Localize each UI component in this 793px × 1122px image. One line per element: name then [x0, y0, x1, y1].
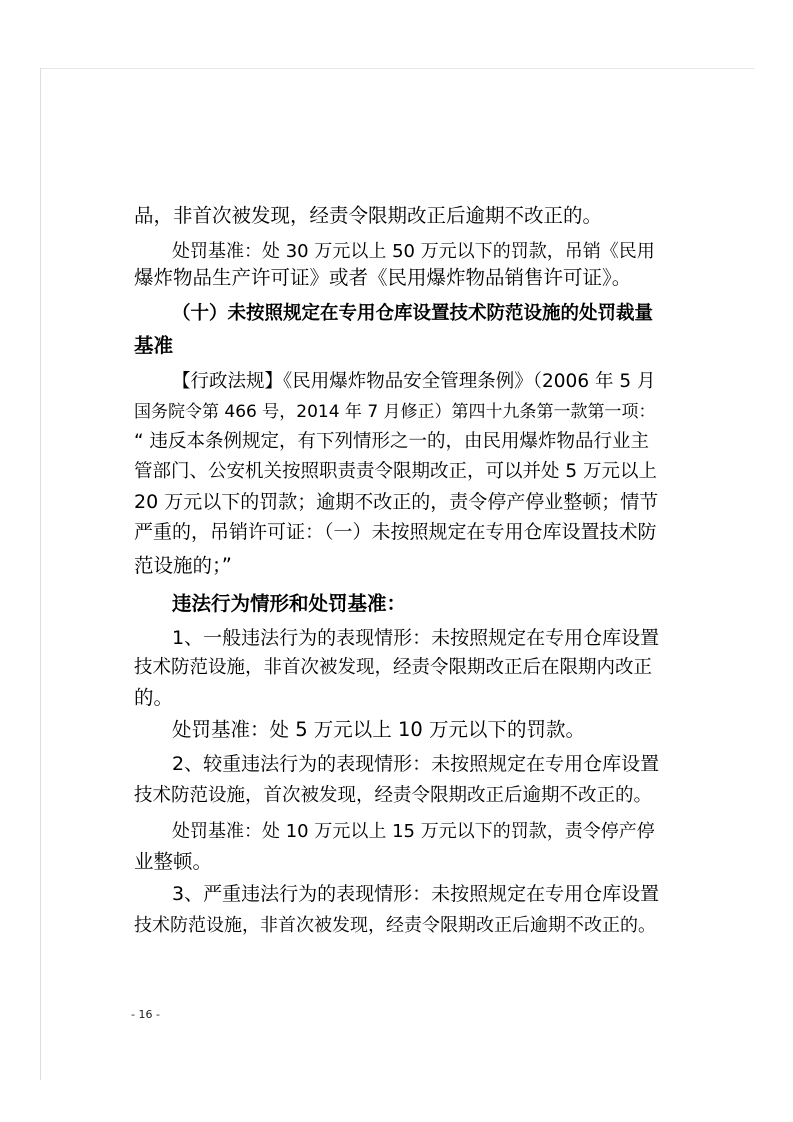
- paragraph-line: 1、一般违法行为的表现情形：未按照规定在专用仓库设置: [172, 627, 660, 649]
- paragraph-line: 范设施的；”: [134, 554, 232, 577]
- page-border-left: [40, 68, 41, 1080]
- paragraph-line: 处罚基准：处 5 万元以上 10 万元以下的罚款。: [172, 718, 586, 741]
- paragraph-line: 20 万元以下的罚款；逾期不改正的，责令停产停业整顿；情节: [134, 491, 659, 513]
- paragraph-line: 爆炸物品生产许可证》或者《民用爆炸物品销售许可证》。: [134, 266, 632, 289]
- paragraph-line: 3、严重违法行为的表现情形：未按照规定在专用仓库设置: [172, 883, 660, 905]
- paragraph-line: “ 违反本条例规定，有下列情形之一的，由民用爆炸物品行业主: [134, 431, 649, 452]
- paragraph-line: 业整顿。: [134, 850, 213, 873]
- section-heading: 基准: [134, 334, 174, 357]
- paragraph-line: 处罚基准：处 30 万元以上 50 万元以下的罚款，吊销《民用: [172, 241, 655, 262]
- paragraph-line: 国务院令第 466 号，2014 年 7 月修正）第四十九条第一款第一项：: [134, 402, 656, 422]
- paragraph-line: 处罚基准：处 10 万元以上 15 万元以下的罚款，责令停产停: [172, 821, 655, 842]
- page-border-top: [40, 68, 754, 69]
- paragraph-line: 2、较重违法行为的表现情形：未按照规定在专用仓库设置: [172, 753, 660, 775]
- paragraph-line: 【行政法规】《民用爆炸物品安全管理条例》（2006 年 5 月: [172, 371, 656, 392]
- paragraph-line: 品，非首次被发现，经责令限期改正后逾期不改正的。: [134, 204, 603, 227]
- section-heading: （十）未按照规定在专用仓库设置技术防范设施的处罚裁量: [172, 303, 654, 324]
- paragraph-line: 技术防范设施，非首次被发现，经责令限期改正后逾期不改正的。: [134, 915, 656, 936]
- paragraph-line: 技术防范设施，首次被发现，经责令限期改正后逾期不改正的。: [134, 785, 653, 806]
- page-number: - 16 -: [131, 1008, 160, 1021]
- subsection-heading: 违法行为情形和处罚基准：: [172, 592, 407, 615]
- paragraph-line: 的。: [134, 686, 174, 709]
- paragraph-line: 技术防范设施，非首次被发现，经责令限期改正后在限期内改正: [134, 657, 653, 678]
- paragraph-line: 管部门、公安机关按照职责责令限期改正，可以并处 5 万元以上: [134, 461, 658, 482]
- paragraph-line: 严重的，吊销许可证：（一）未按照规定在专用仓库设置技术防: [134, 521, 657, 543]
